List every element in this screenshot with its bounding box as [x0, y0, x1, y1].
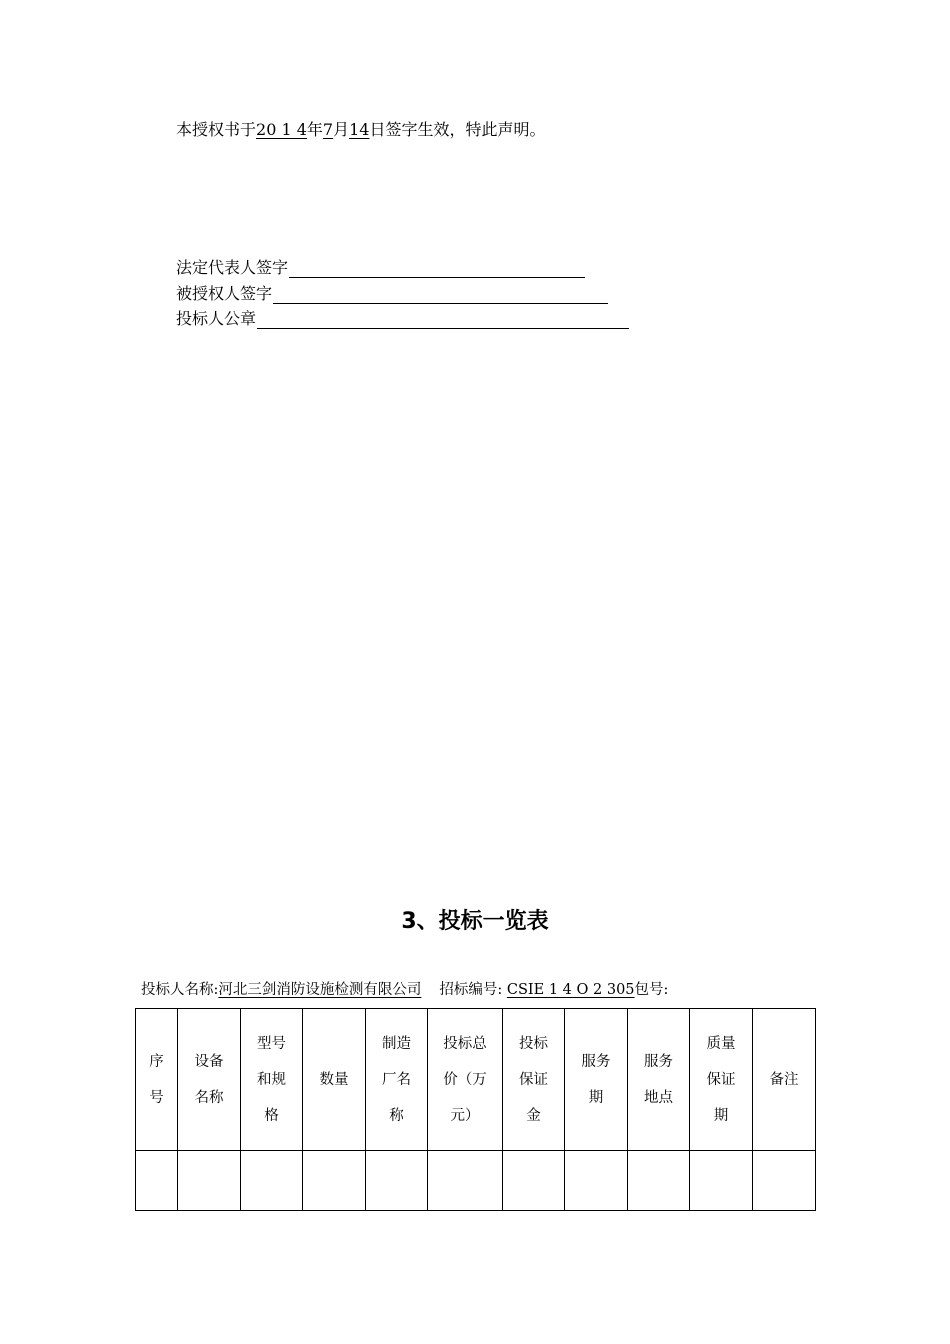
- signature-line[interactable]: [273, 287, 608, 304]
- package-number-label: 包号:: [634, 982, 669, 998]
- table-cell[interactable]: [178, 1151, 241, 1211]
- table-cell[interactable]: [628, 1151, 690, 1211]
- statement-day: 14: [349, 120, 370, 139]
- tender-number-label: 招标编号:: [439, 982, 503, 998]
- bidder-name-value: 河北三剑消防设施检测有限公司: [218, 982, 422, 998]
- header-cell: 服务期: [565, 1009, 628, 1151]
- statement-year-suffix: 年: [306, 120, 323, 139]
- signature-line[interactable]: [289, 261, 585, 278]
- signature-line[interactable]: [257, 312, 629, 329]
- bidder-name-label: 投标人名称:: [141, 982, 219, 998]
- table-cell[interactable]: [428, 1151, 503, 1211]
- header-cell: 设备名称: [178, 1009, 241, 1151]
- table-cell[interactable]: [753, 1151, 816, 1211]
- section-title: 3、投标一览表: [401, 909, 549, 934]
- header-cell: 序号: [136, 1009, 178, 1151]
- signature-label: 被授权人签字: [176, 284, 273, 303]
- table-cell[interactable]: [136, 1151, 178, 1211]
- statement-prefix: 本授权书于: [176, 120, 257, 139]
- signature-bidder-seal: [176, 306, 629, 329]
- header-cell: 投标总价（万元）: [428, 1009, 503, 1151]
- table-cell[interactable]: [241, 1151, 303, 1211]
- signature-authorized-person: [176, 281, 608, 304]
- header-cell: 服务地点: [628, 1009, 690, 1151]
- table-cell[interactable]: [565, 1151, 628, 1211]
- statement-suffix: 日签字生效，特此声明。: [369, 120, 546, 139]
- header-cell: 制造厂名称: [366, 1009, 428, 1151]
- signature-label: 投标人公章: [176, 309, 257, 328]
- bid-summary-table: [135, 1008, 816, 1211]
- signature-label: 法定代表人签字: [176, 258, 289, 277]
- statement-year: 20 1 4: [256, 120, 307, 139]
- signature-legal-rep: [176, 255, 585, 278]
- statement-month-suffix: 月: [333, 120, 350, 139]
- table-row: [136, 1151, 816, 1211]
- table-cell[interactable]: [303, 1151, 366, 1211]
- authorization-statement: [176, 117, 546, 140]
- tender-number-value: CSIE 1 4 O 2 305: [506, 982, 635, 998]
- table-cell[interactable]: [366, 1151, 428, 1211]
- table-cell[interactable]: [503, 1151, 565, 1211]
- header-cell: 投标保证金: [503, 1009, 565, 1151]
- header-cell: 型号和规格: [241, 1009, 303, 1151]
- table-header-row: [136, 1009, 816, 1151]
- statement-month: 7: [322, 120, 334, 139]
- header-cell: 质量保证期: [690, 1009, 753, 1151]
- header-cell: 数量: [303, 1009, 366, 1151]
- bidder-info: [141, 978, 668, 999]
- table-cell[interactable]: [690, 1151, 753, 1211]
- header-cell: 备注: [753, 1009, 816, 1151]
